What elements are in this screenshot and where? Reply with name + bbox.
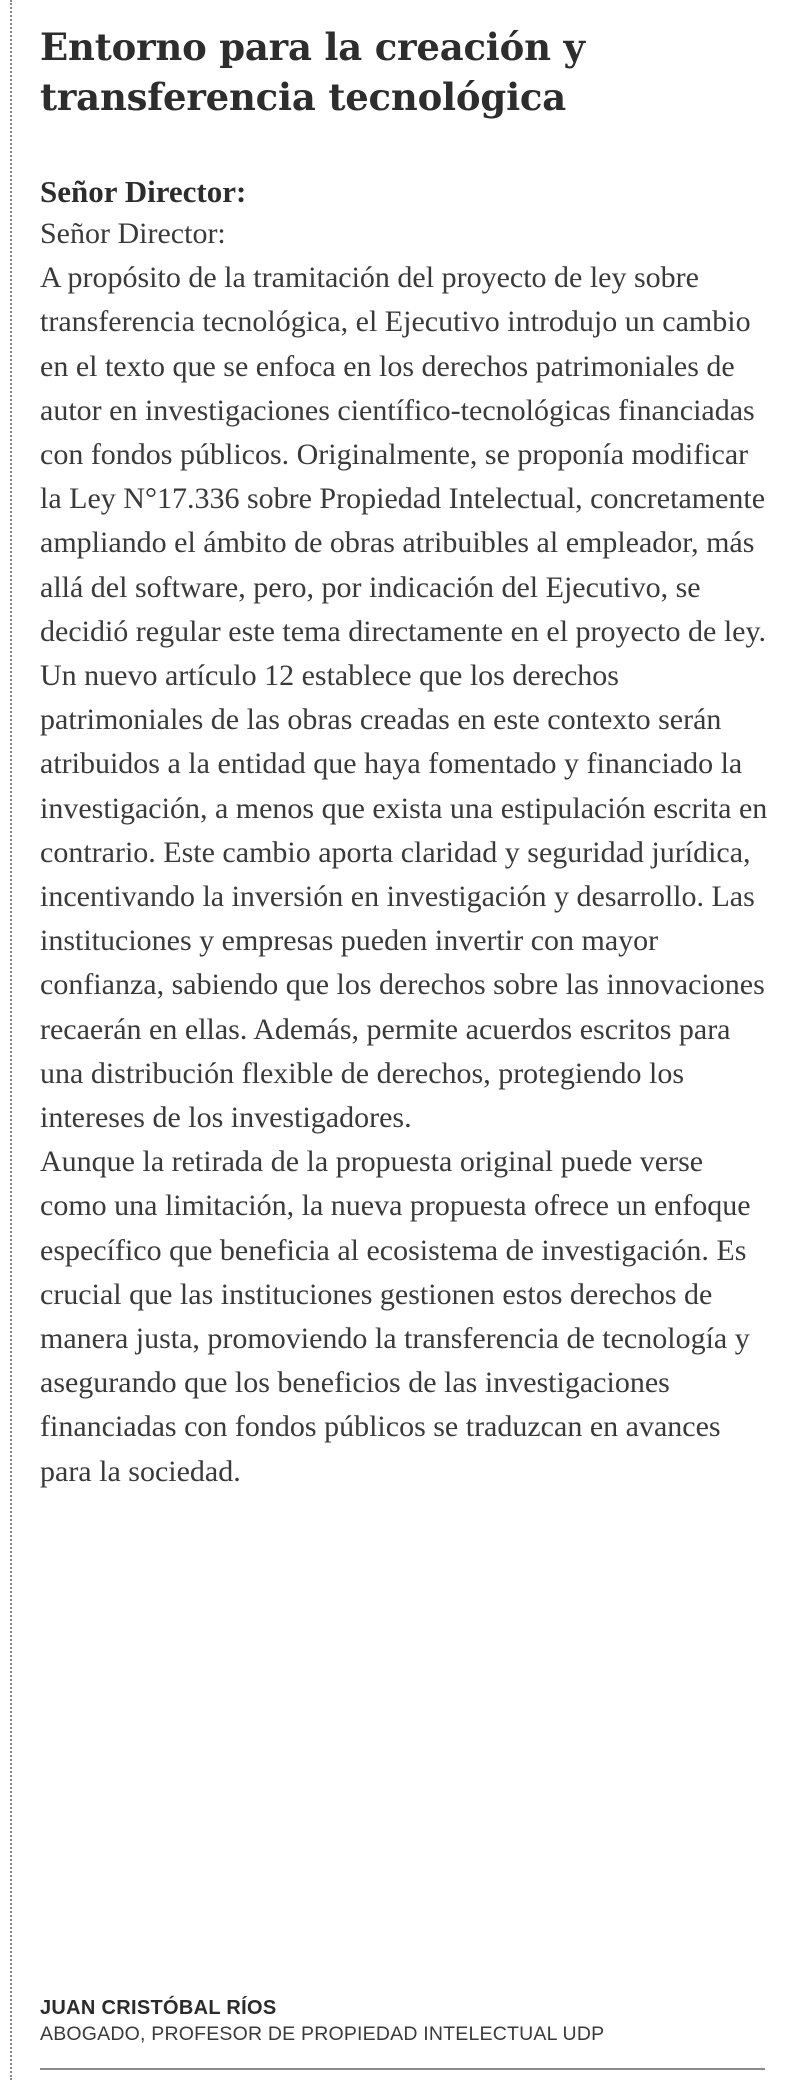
headline (40, 22, 770, 122)
headline-line-2: transferencia tecnológica (40, 75, 567, 119)
letter-content (40, 22, 770, 1494)
letter-body (40, 212, 770, 1494)
headline-line-1: Entorno para la creación y (40, 25, 585, 69)
author-role: ABOGADO, PROFESOR DE PROPIEDAD INTELECTUAL UDP (40, 2023, 605, 2045)
bottom-divider (40, 2068, 765, 2070)
author-name: JUAN CRISTÓBAL RÍOS (40, 1997, 277, 2019)
body-paragraph-4: Aunque la retirada de la propuesta original puede verse como una limitación, la nueva propuesta ofrece un enfoque específico que beneficia al ecosistema de investigación. Es crucial que las instituciones gestionen estos derechos de manera justa, promoviendo la transferencia de tecnología y asegurando que los beneficios de las investigaciones financiadas con fondos públicos se traduzcan en avances para la sociedad. (40, 1145, 751, 1488)
body-paragraph-2: A propósito de la tramitación del proyecto de ley sobre transferencia tecnológica, el Ejecutivo introdujo un cambio en el texto que se enfoca en los derechos patrimoniales de autor en investigaciones científico-tecnológicas financiadas con fondos públicos. Originalmente, se proponía modificar la Ley N°17.336 sobre Propiedad Intelectual, concretamente ampliando el ámbito de obras atribuibles al empleador, más allá del software, pero, por indicación del Ejecutivo, se decidió regular este tema directamente en el proyecto de ley. (40, 261, 767, 648)
salutation: Señor Director: (40, 174, 247, 209)
column-dotted-rule (10, 0, 12, 2080)
body-paragraph-3: Un nuevo artículo 12 establece que los derechos patrimoniales de las obras creadas en este contexto serán atribuidos a la entidad que haya fomentado y financiado la investigación, a menos que exista una estipulación escrita en contrario. Este cambio aporta claridad y seguridad jurídica, incentivando la inversión en investigación y desarrollo. Las instituciones y empresas pueden invertir con mayor confianza, sabiendo que los derechos sobre las innovaciones recaerán en ellas. Además, permite acuerdos escritos para una distribución flexible de derechos, protegiendo los intereses de los investigadores. (40, 659, 768, 1135)
body-paragraph-1: Señor Director: (40, 217, 226, 250)
signature-block (40, 1995, 770, 2047)
